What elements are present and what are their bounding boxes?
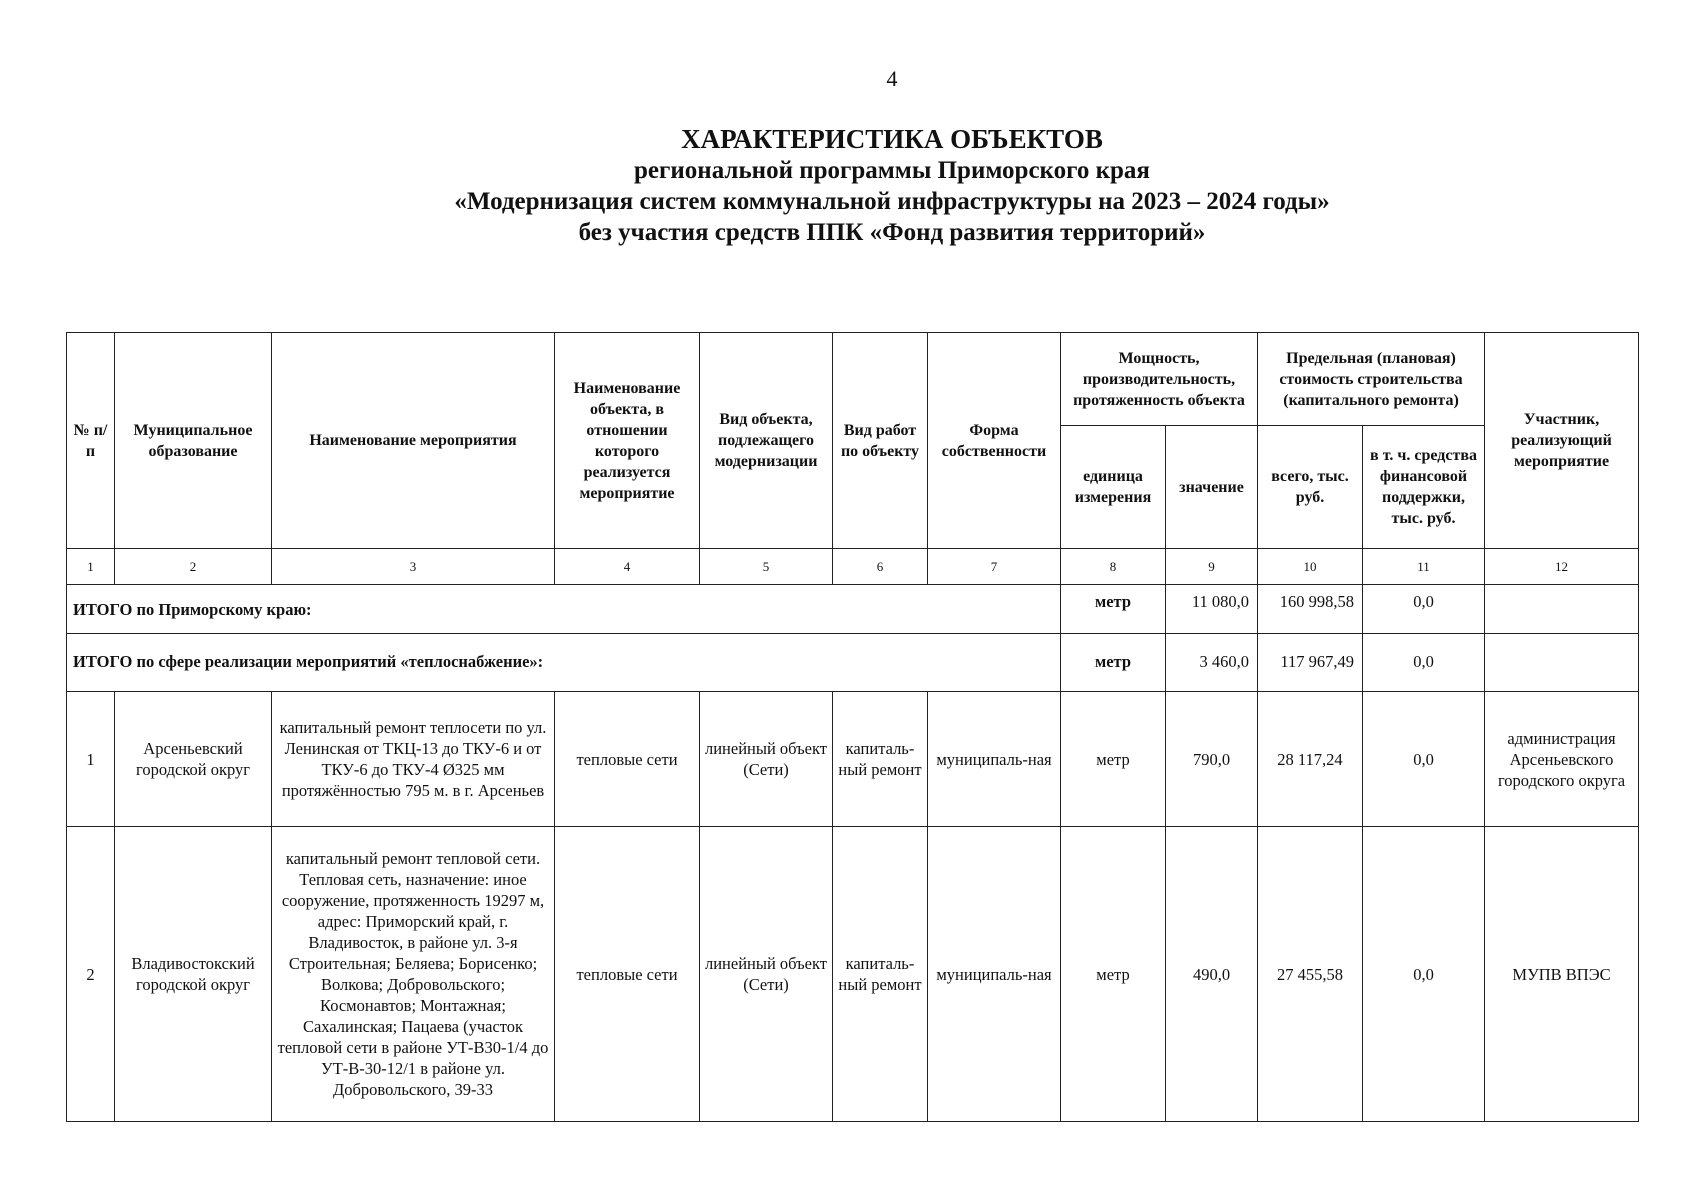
header-municipality: Муниципальное образование xyxy=(115,333,272,549)
row-cost-total: 28 117,24 xyxy=(1258,692,1363,827)
column-number: 1 xyxy=(67,549,115,585)
row-num: 2 xyxy=(67,827,115,1122)
row-participant: МУПВ ВПЭС xyxy=(1485,827,1639,1122)
row-measure-name: капитальный ремонт теплосети по ул. Ленинская от ТКЦ-13 до ТКУ-6 и от ТКУ-6 до ТКУ-4 Ø325 мм протяжённостью 795 м. в г. Арсеньев xyxy=(272,692,555,827)
column-number: 8 xyxy=(1061,549,1166,585)
total-unit: метр xyxy=(1061,585,1166,634)
title-line-2: региональной программы Приморского края xyxy=(634,157,1150,184)
total-label: ИТОГО по Приморскому краю: xyxy=(67,585,1061,634)
row-cost-support: 0,0 xyxy=(1363,827,1485,1122)
header-work-type: Вид работ по объекту xyxy=(833,333,928,549)
column-number: 7 xyxy=(928,549,1061,585)
header-object-name: Наименование объекта, в отношении которого реализуется мероприятие xyxy=(555,333,700,549)
column-number: 3 xyxy=(272,549,555,585)
column-number: 11 xyxy=(1363,549,1485,585)
row-object-name: тепловые сети xyxy=(555,692,700,827)
row-value: 490,0 xyxy=(1166,827,1258,1122)
row-num: 1 xyxy=(67,692,115,827)
row-municipality: Арсеньевский городской округ xyxy=(115,692,272,827)
column-number: 10 xyxy=(1258,549,1363,585)
row-object-type: линейный объект (Сети) xyxy=(700,827,833,1122)
row-municipality: Владивостокский городской округ xyxy=(115,827,272,1122)
row-object-type: линейный объект (Сети) xyxy=(700,692,833,827)
row-ownership: муниципаль-ная xyxy=(928,827,1061,1122)
header-ownership: Форма собственности xyxy=(928,333,1061,549)
row-ownership: муниципаль-ная xyxy=(928,692,1061,827)
column-number: 12 xyxy=(1485,549,1639,585)
total-value: 3 460,0 xyxy=(1166,634,1258,692)
page-number: 4 xyxy=(886,66,898,91)
total-participant xyxy=(1485,634,1639,692)
total-cost-support: 0,0 xyxy=(1363,634,1485,692)
row-cost-support: 0,0 xyxy=(1363,692,1485,827)
document-title xyxy=(0,124,1698,248)
total-cost: 160 998,58 xyxy=(1258,585,1363,634)
header-row-1 xyxy=(67,333,1639,426)
column-number: 2 xyxy=(115,549,272,585)
column-number: 6 xyxy=(833,549,928,585)
header-measure-name: Наименование мероприятия xyxy=(272,333,555,549)
table-row xyxy=(67,827,1639,1122)
row-work-type: капиталь-ный ремонт xyxy=(833,827,928,1122)
total-value: 11 080,0 xyxy=(1166,585,1258,634)
total-row-region xyxy=(67,585,1639,634)
total-participant xyxy=(1485,585,1639,634)
total-row-heat-supply xyxy=(67,634,1639,692)
row-measure-name: капитальный ремонт тепловой сети. Тепловая сеть, назначение: иное сооружение, протяженность 19297 м, адрес: Приморский край, г. Владивосток, в районе ул. 3-я Строительная; Беляева; Борисенко; Волкова; Добровольского; Космонавтов; Монтажная; Сахалинская; Пацаева (участок тепловой сети в районе УТ-В30-1/4 до УТ-В-30-12/1 в районе ул. Добровольского, 39-33 xyxy=(272,827,555,1122)
row-object-name: тепловые сети xyxy=(555,827,700,1122)
header-cost: Предельная (плановая) стоимость строительства (капитального ремонта) xyxy=(1258,333,1485,426)
total-label: ИТОГО по сфере реализации мероприятий «теплоснабжение»: xyxy=(67,634,1061,692)
header-object-type: Вид объекта, подлежащего модернизации xyxy=(700,333,833,549)
total-unit: метр xyxy=(1061,634,1166,692)
column-number: 4 xyxy=(555,549,700,585)
row-work-type: капиталь-ный ремонт xyxy=(833,692,928,827)
title-line-1: ХАРАКТЕРИСТИКА ОБЪЕКТОВ xyxy=(681,124,1103,154)
row-cost-total: 27 455,58 xyxy=(1258,827,1363,1122)
row-participant: администрация Арсеньевского городского округа xyxy=(1485,692,1639,827)
column-number: 9 xyxy=(1166,549,1258,585)
total-cost: 117 967,49 xyxy=(1258,634,1363,692)
table-row xyxy=(67,692,1639,827)
header-cost-support: в т. ч. средства финансовой поддержки, тыс. руб. xyxy=(1363,426,1485,549)
title-line-4: без участия средств ППК «Фонд развития территорий» xyxy=(578,219,1206,246)
title-line-3: «Модернизация систем коммунальной инфраструктуры на 2023 – 2024 годы» xyxy=(454,188,1330,215)
total-cost-support: 0,0 xyxy=(1363,585,1485,634)
header-value: значение xyxy=(1166,426,1258,549)
row-value: 790,0 xyxy=(1166,692,1258,827)
row-unit: метр xyxy=(1061,827,1166,1122)
column-numbers-row xyxy=(67,549,1639,585)
column-number: 5 xyxy=(700,549,833,585)
row-unit: метр xyxy=(1061,692,1166,827)
header-participant: Участник, реализующий мероприятие xyxy=(1485,333,1639,549)
header-num: № п/п xyxy=(67,333,115,549)
header-unit: единица измерения xyxy=(1061,426,1166,549)
header-capacity: Мощность, производительность, протяженность объекта xyxy=(1061,333,1258,426)
header-cost-total: всего, тыс. руб. xyxy=(1258,426,1363,549)
objects-table xyxy=(66,332,1639,1122)
